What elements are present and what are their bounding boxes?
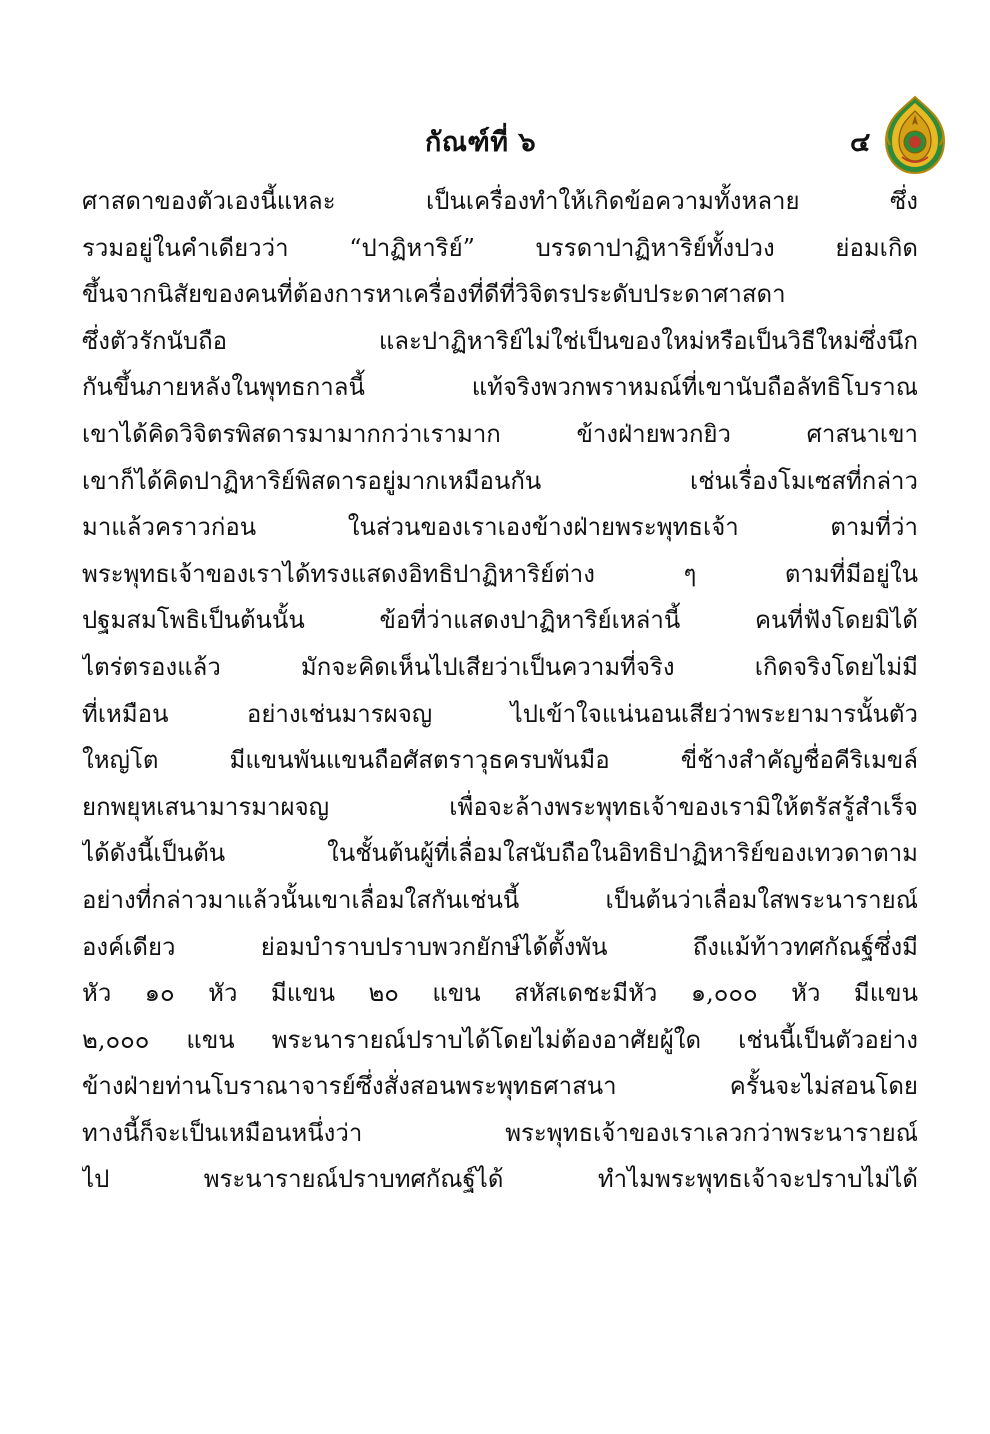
- text-line: ใหญ่โต มีแขนพันแขนถือศัสตราวุธครบพันมือ ขี่ช้างสำคัญชื่อคีริเมขล์: [82, 746, 918, 775]
- text-line: พระพุทธเจ้าของเราได้ทรงแสดงอิทธิปาฏิหาริย์ต่าง ๆ ตามที่มีอยู่ใน: [82, 559, 918, 588]
- text-line: เขาก็ได้คิดปาฏิหาริย์พิสดารอยู่มากเหมือนกัน เช่นเรื่องโมเซสที่กล่าว: [82, 466, 918, 495]
- text-line: เขาได้คิดวิจิตรพิสดารมามากกว่าเรามาก ข้างฝ่ายพวกยิว ศาสนาเขา: [82, 419, 918, 448]
- text-line: ข้างฝ่ายท่านโบราณาจารย์ซึ่งสั่งสอนพระพุทธศาสนา ครั้นจะไม่สอนโดย: [82, 1072, 918, 1101]
- text-line: ๒,๐๐๐ แขน พระนารายณ์ปราบได้โดยไม่ต้องอาศัยผู้ใด เช่นนี้เป็นตัวอย่าง: [82, 1025, 918, 1054]
- text-line: ยกพยุหเสนามารมาผจญ เพื่อจะล้างพระพุทธเจ้าของเรามิให้ตรัสรู้สำเร็จ: [82, 792, 918, 821]
- chapter-title: กัณฑ์ที่ ๖: [425, 127, 537, 158]
- page-number: ๔: [850, 127, 871, 158]
- text-line: ปฐมสมโพธิเป็นต้นนั้น ข้อที่ว่าแสดงปาฏิหาริย์เหล่านี้ คนที่ฟังโดยมิได้: [82, 606, 918, 635]
- body-text: [82, 178, 918, 1203]
- text-line: ไตร่ตรองแล้ว มักจะคิดเห็นไปเสียว่าเป็นความที่จริง เกิดจริงโดยไม่มี: [82, 652, 918, 681]
- page-header: [0, 112, 990, 162]
- text-line: หัว ๑๐ หัว มีแขน ๒๐ แขน สหัสเดชะมีหัว ๑,๐๐๐ หัว มีแขน: [82, 979, 918, 1008]
- text-line: ไป พระนารายณ์ปราบทศกัณฐ์ได้ ทำไมพระพุทธเจ้าจะปราบไม่ได้: [82, 1165, 918, 1194]
- text-line: ได้ดังนี้เป็นต้น ในชั้นต้นผู้ที่เลื่อมใสนับถือในอิทธิปาฏิหาริย์ของเทวดาตาม: [82, 839, 918, 868]
- text-line: ศาสดาของตัวเองนี้แหละ เป็นเครื่องทำให้เกิดข้อความทั้งหลาย ซึ่ง: [82, 187, 918, 215]
- text-line: ที่เหมือน อย่างเช่นมารผจญ ไปเข้าใจแน่นอนเสียว่าพระยามารนั้นตัว: [82, 699, 918, 728]
- text-line: อย่างที่กล่าวมาแล้วนั้นเขาเลื่อมใสกันเช่นนี้ เป็นต้นว่าเลื่อมใสพระนารายณ์: [82, 885, 918, 914]
- text-line: กันขึ้นภายหลังในพุทธกาลนี้ แท้จริงพวกพราหมณ์ที่เขานับถือลัทธิโบราณ: [82, 373, 918, 402]
- text-line: องค์เดียว ย่อมบำราบปราบพวกยักษ์ได้ตั้งพัน ถึงแม้ท้าวทศกัณฐ์ซึ่งมี: [82, 932, 918, 961]
- text-line: มาแล้วคราวก่อน ในส่วนของเราเองข้างฝ่ายพระพุทธเจ้า ตามที่ว่า: [82, 513, 918, 542]
- text-line: ซึ่งตัวรักนับถือ และปาฏิหาริย์ไม่ใช่เป็นของใหม่หรือเป็นวิธีใหม่ซึ่งนึก: [82, 326, 918, 355]
- text-line: ขึ้นจากนิสัยของคนที่ต้องการหาเครื่องที่ดีที่วิจิตรประดับประดาศาสดา: [82, 280, 786, 309]
- text-line: ทางนี้ก็จะเป็นเหมือนหนึ่งว่า พระพุทธเจ้าของเราเลวกว่าพระนารายณ์: [82, 1118, 918, 1147]
- text-line: รวมอยู่ในคำเดียวว่า “ปาฏิหาริย์” บรรดาปาฏิหาริย์ทั้งปวง ย่อมเกิด: [82, 233, 918, 262]
- institution-seal-icon: [880, 95, 950, 177]
